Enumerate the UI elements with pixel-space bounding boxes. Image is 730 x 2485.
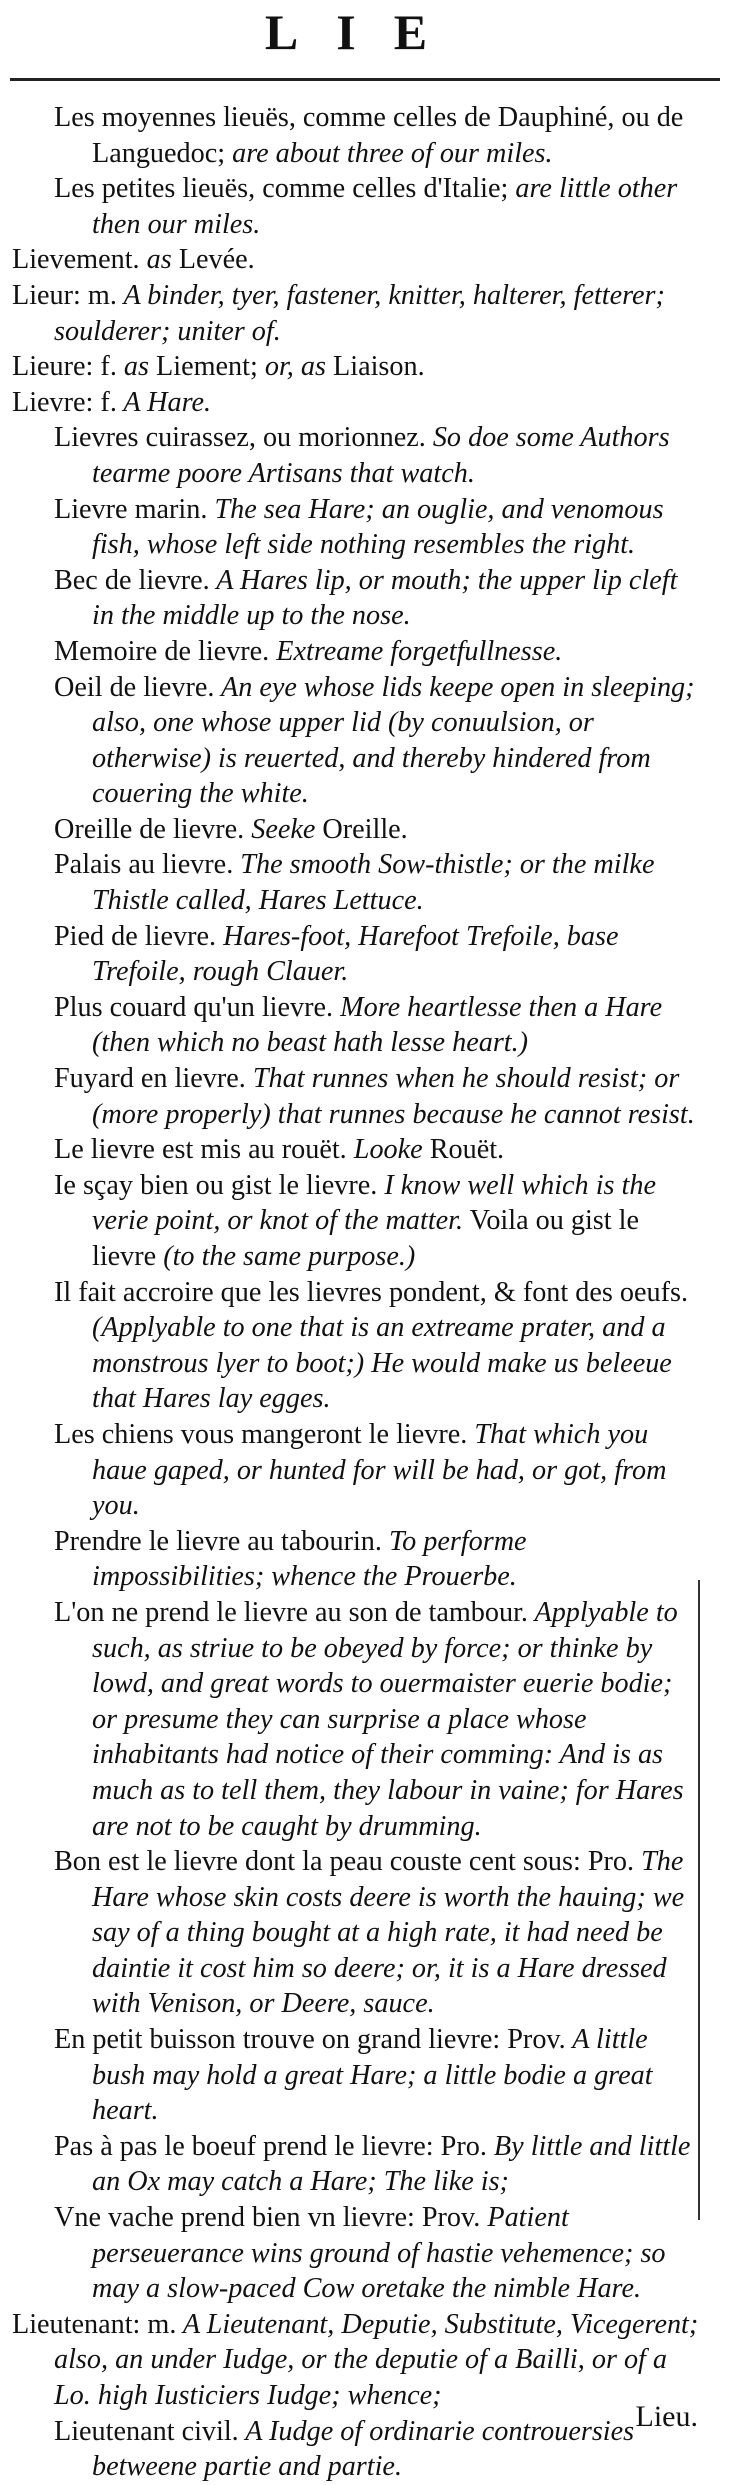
french-text: Lievres cuirassez, ou morionnez.: [54, 422, 426, 454]
english-gloss: as: [139, 244, 179, 276]
phrase-entry: [12, 812, 702, 848]
french-text: Palais au lievre.: [54, 849, 234, 881]
french-text: Lieure: f.: [12, 351, 117, 383]
french-text: Lieutenant civil.: [54, 2415, 239, 2447]
french-text: Les moyennes lieuës, comme celles de Dauphiné, ou de Languedoc;: [54, 102, 684, 169]
french-text: Prendre le lievre au tabourin.: [54, 1525, 382, 1557]
english-gloss: Extreame forgetfullnesse.: [269, 635, 563, 667]
french-text: Lievre: f.: [12, 386, 117, 418]
french-text: Lieur: m.: [12, 279, 117, 311]
french-text: Liement;: [156, 351, 258, 383]
phrase-entry: [12, 634, 702, 670]
english-gloss: The sea Hare; an ouglie, and venomous fish, whose left side nothing resembles the right.: [92, 493, 664, 561]
english-gloss: A Hares lip, or mouth; the upper lip cleft in the middle up to the nose.: [92, 564, 678, 632]
english-gloss: That which you haue gaped, or hunted for will be had, or got, from you.: [92, 1418, 667, 1522]
french-text: Lievement.: [12, 244, 140, 276]
english-gloss: That runnes when he should resist; or (more properly) that runnes because he cannot resist.: [92, 1063, 695, 1130]
english-gloss: An eye whose lids keepe open in sleeping; also, one whose upper lid (by conuulsion, or otherwise) is reuerted, and thereby hindered from couering the white.: [92, 671, 695, 810]
phrase-entry: [12, 670, 702, 812]
french-text: Le lievre est mis au rouët.: [54, 1134, 347, 1166]
english-gloss: By little and little an Ox may catch a Hare; The like is;: [92, 2130, 691, 2198]
french-text: Pas à pas le boeuf prend le lievre: Pro.: [54, 2130, 487, 2162]
phrase-entry: [12, 100, 702, 171]
phrase-entry: [12, 420, 702, 491]
english-gloss: Seeke: [244, 813, 323, 845]
french-text: Lievre marin.: [54, 493, 208, 525]
french-text: Rouët.: [429, 1134, 505, 1166]
french-text: Lieutenant: m.: [12, 2308, 177, 2340]
french-text: L'on ne prend le lievre au son de tambour.: [54, 1596, 528, 1628]
english-gloss: (Applyable to one that is an extreame prater, and a monstrous lyer to boot;) He would make us beleeue that Hares lay egges.: [92, 1312, 672, 1415]
english-gloss: Looke: [346, 1134, 430, 1166]
phrase-entry: [12, 1132, 702, 1168]
english-gloss: are about three of our miles.: [225, 137, 553, 169]
phrase-entry: [12, 919, 702, 990]
headword-entry: [12, 385, 702, 421]
french-text: Les petites lieuës, comme celles d'Italie;: [54, 173, 509, 205]
french-text: Il fait accroire que les lievres pondent, & font des oeufs.: [54, 1276, 688, 1308]
phrase-entry: [12, 2129, 702, 2200]
french-text: Fuyard en lievre.: [54, 1063, 246, 1095]
headword-entry: [12, 242, 702, 278]
headword-entry: [12, 2307, 702, 2414]
headword-entry: [12, 349, 702, 385]
english-gloss: A Lieutenant, Deputie, Substitute, Vicegerent; also, an under Iudge, or the deputie of a Bailli, or of a Lo. high Iusticiers Iudge; whence;: [54, 2308, 699, 2411]
running-head: LIE: [264, 4, 466, 60]
headword-entry: [12, 278, 702, 349]
french-text: Levée.: [178, 244, 255, 276]
phrase-entry: [12, 1524, 702, 1595]
french-text: Bec de lievre.: [54, 564, 210, 596]
english-gloss: A binder, tyer, fastener, knitter, halterer, fetterer; soulderer; uniter of.: [54, 279, 665, 347]
phrase-entry: [12, 1275, 702, 1417]
french-text: Memoire de lievre.: [54, 635, 270, 667]
french-text: Vne vache prend bien vn lievre: Prov.: [54, 2202, 481, 2234]
french-text: Les chiens vous mangeront le lievre.: [54, 1418, 468, 1450]
phrase-entry: [12, 847, 702, 918]
phrase-entry: [12, 2022, 702, 2129]
phrase-entry: [12, 1844, 702, 2022]
french-text: Voila ou gist le lievre: [92, 1205, 640, 1272]
phrase-entry: [12, 1595, 702, 1844]
english-gloss: Applyable to such, as striue to be obeyed by force; or thinke by lowd, and great words to ouermaister euerie bodie; or presume they can surprise a place whose inhabitants had notice of their comming: And is as much as to tell them, they labour in vaine; for Hares are not to be caught by drumming.: [92, 1596, 684, 1842]
phrase-entry: [12, 1168, 702, 1275]
english-gloss: (to the same purpose.): [156, 1241, 416, 1272]
french-text: En petit buisson trouve on grand lievre: Prov.: [54, 2024, 566, 2056]
french-text: Bon est le lievre dont la peau couste cent sous: Pro.: [54, 1846, 635, 1878]
phrase-entry: [12, 171, 702, 242]
english-gloss: A Iudge of ordinarie controuersies betweene partie and partie.: [92, 2415, 635, 2483]
french-text: Pied de lievre.: [54, 920, 217, 952]
phrase-entry: [12, 2200, 702, 2307]
french-text: Ie sçay bien ou gist le lievre.: [54, 1169, 378, 1201]
english-gloss: A little bush may hold a great Hare; a little bodie a great heart.: [92, 2024, 653, 2127]
catchword: Lieu.: [635, 2400, 698, 2433]
english-gloss: I know well which is the verie point, or knot of the matter.: [92, 1169, 656, 1237]
french-text: Liaison.: [333, 351, 425, 383]
phrase-entry: [12, 1061, 702, 1132]
phrase-entry: [12, 2414, 702, 2485]
english-gloss: So doe some Authors tearme poore Artisans that watch.: [92, 422, 670, 489]
english-gloss: Patient perseuerance wins ground of hastie vehemence; so may a slow-paced Cow oretake the nimble Hare.: [92, 2202, 666, 2305]
english-gloss: are little other then our miles.: [92, 173, 678, 240]
french-text: Plus couard qu'un lievre.: [54, 991, 334, 1023]
english-gloss: or, as: [257, 351, 334, 383]
english-gloss: The Hare whose skin costs deere is worth the hauing; we say of a thing bought at a high rate, it had need be daintie it cost him so deere; or, it is a Hare dressed with Venison, or Deere, sauce.: [92, 1846, 685, 2020]
english-gloss: The smooth Sow-thistle; or the milke Thistle called, Hares Lettuce.: [92, 849, 655, 917]
english-gloss: To performe impossibilities; whence the Prouerbe.: [92, 1525, 527, 1593]
phrase-entry: [12, 1417, 702, 1524]
english-gloss: Hares-foot, Harefoot Trefoile, base Trefoile, rough Clauer.: [92, 920, 619, 988]
french-text: Oreille de lievre.: [54, 813, 245, 845]
header-rule: [10, 78, 720, 81]
english-gloss: as: [116, 351, 157, 383]
phrase-entry: [12, 990, 702, 1061]
entries-list: [12, 100, 702, 2485]
english-gloss: More heartlesse then a Hare (then which no beast hath lesse heart.): [92, 991, 663, 1059]
phrase-entry: [12, 492, 702, 563]
phrase-entry: [12, 563, 702, 634]
french-text: Oeil de lievre.: [54, 671, 215, 703]
english-gloss: A Hare.: [116, 386, 212, 418]
french-text: Oreille.: [322, 813, 408, 845]
